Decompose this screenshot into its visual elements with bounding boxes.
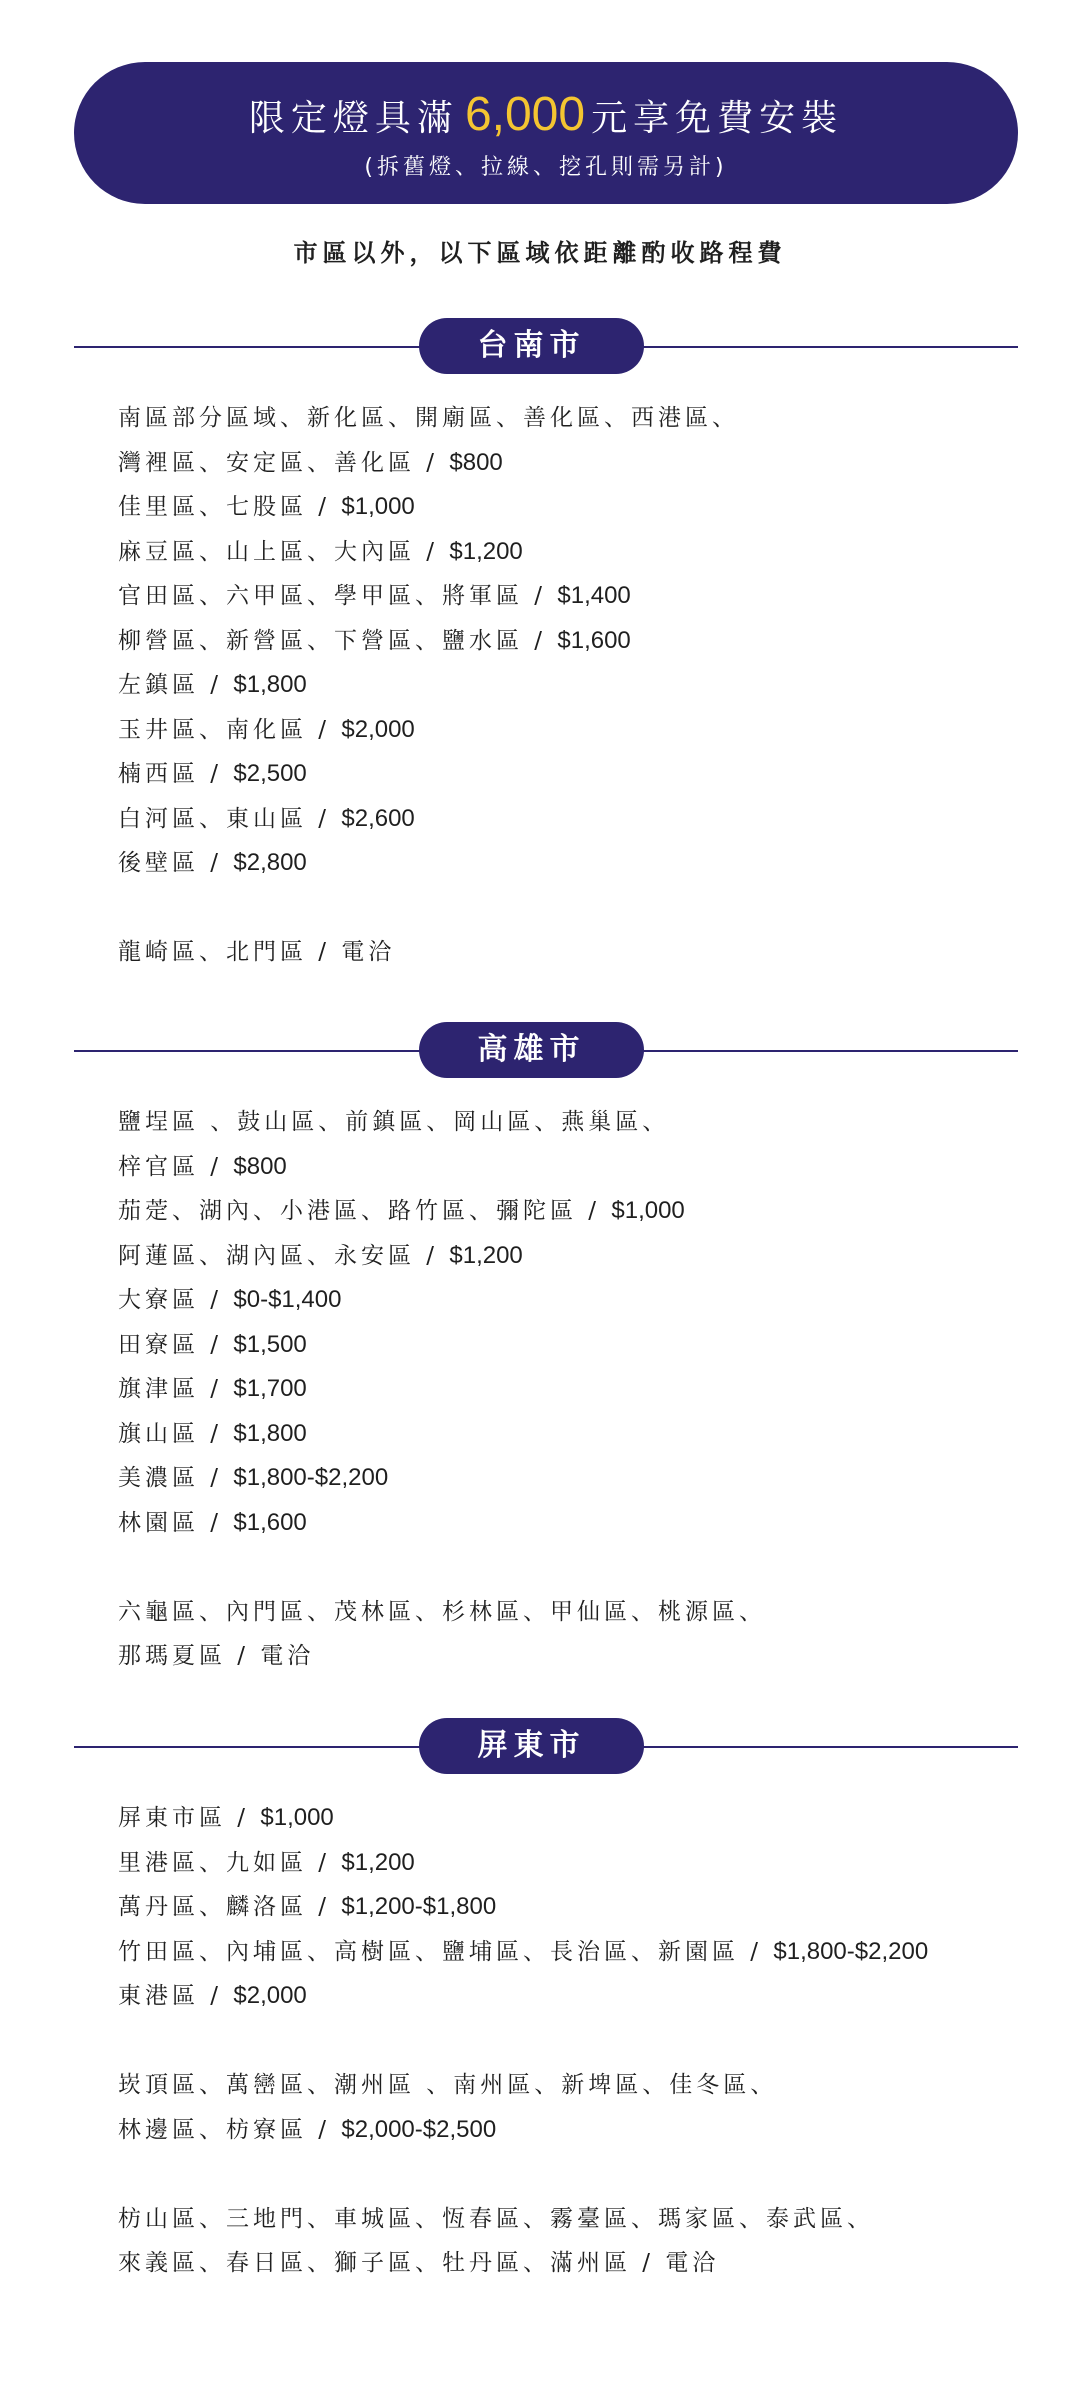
travel-fee: $1,200 <box>449 537 523 565</box>
district-names: 屏東市區 / <box>118 1805 261 1831</box>
fee-line <box>118 574 1058 619</box>
list-spacer <box>118 886 1058 931</box>
district-names: 鹽埕區 、鼓山區、前鎮區、岡山區、燕巢區、 <box>118 1109 670 1135</box>
list-spacer <box>118 2152 1058 2197</box>
travel-fee: $1,800-$2,200 <box>233 1464 389 1491</box>
district-names: 六龜區、內門區、茂林區、杉林區、甲仙區、桃源區、 <box>118 1598 766 1625</box>
district-names: 東港區 / <box>118 1983 234 2009</box>
district-names: 那瑪夏區 / 電洽 <box>118 1643 315 1669</box>
section-header-tainan <box>74 318 1018 374</box>
list-spacer <box>118 1545 1058 1590</box>
travel-fee: $2,000 <box>341 715 415 743</box>
district-names: 阿蓮區、湖內區、永安區 / <box>118 1242 450 1269</box>
fee-line <box>118 841 1058 886</box>
fee-line <box>118 797 1058 842</box>
fee-line <box>118 1885 1058 1930</box>
promo-title-suffix: 元享免費安裝 <box>591 98 844 139</box>
travel-fee: $1,500 <box>233 1330 307 1358</box>
fee-line <box>118 441 1058 486</box>
promo-title <box>74 80 1018 154</box>
fee-line <box>118 663 1058 708</box>
fee-line <box>118 1412 1058 1457</box>
district-names: 旗山區 / <box>118 1420 234 1447</box>
promo-title-prefix: 限定燈具滿 <box>248 98 459 139</box>
section-header-pingtung <box>74 1718 1018 1774</box>
travel-fee: $1,800-$2,200 <box>773 1937 929 1965</box>
travel-fee: $1,800 <box>233 671 307 698</box>
travel-fee: $1,200 <box>341 1848 415 1876</box>
fee-line <box>118 708 1058 753</box>
district-names: 大寮區 / <box>118 1287 234 1313</box>
district-names: 柳營區、新營區、下營區、鹽水區 / <box>118 627 558 654</box>
travel-fee: $2,000-$2,500 <box>341 2115 497 2143</box>
fee-line <box>118 1590 1058 1635</box>
district-names: 美濃區 / <box>118 1465 234 1491</box>
fee-line <box>118 752 1058 797</box>
fee-line <box>118 1189 1058 1234</box>
travel-fee: $1,000 <box>341 493 415 520</box>
district-names: 官田區、六甲區、學甲區、將軍區 / <box>118 583 558 609</box>
fee-line <box>118 2241 1058 2286</box>
travel-fee: $800 <box>449 448 503 476</box>
fee-line <box>118 1278 1058 1323</box>
promo-subtitle: (拆舊燈、拉線、挖孔則需另計) <box>364 155 728 180</box>
fee-line <box>118 1234 1058 1279</box>
fee-line <box>118 1974 1058 2019</box>
travel-fee: $1,600 <box>233 1508 307 1536</box>
promo-threshold-amount: 6,000 <box>464 88 586 141</box>
distance-fee-notice: 市區以外，以下區域依距離酌收路程費 <box>293 239 787 267</box>
fee-line <box>118 485 1058 530</box>
fee-line <box>118 1456 1058 1501</box>
fee-line <box>118 396 1058 441</box>
fee-line <box>118 1323 1058 1368</box>
district-names: 萬丹區、麟洛區 / <box>118 1894 342 1920</box>
district-names: 旗津區 / <box>118 1376 234 1402</box>
section-title: 台南市 <box>419 318 644 374</box>
district-names: 梓官區 / <box>118 1153 234 1180</box>
travel-fee: $1,800 <box>233 1419 307 1447</box>
fee-line <box>118 2197 1058 2242</box>
fee-line <box>118 1796 1058 1841</box>
district-names: 楠西區 / <box>118 761 234 787</box>
fee-line <box>118 1634 1058 1679</box>
fee-line <box>118 1367 1058 1412</box>
travel-fee: $2,600 <box>341 804 415 832</box>
section-header-kaohsiung <box>74 1022 1018 1078</box>
travel-fee: $1,200 <box>449 1241 523 1269</box>
fee-line <box>118 530 1058 575</box>
travel-fee: $800 <box>233 1152 287 1180</box>
section-list-tainan <box>118 396 1058 975</box>
travel-fee: $1,000 <box>611 1197 685 1224</box>
travel-fee: $1,200-$1,800 <box>341 1893 497 1920</box>
travel-fee: $2,000 <box>233 1982 307 2009</box>
district-names: 佳里區、七股區 / <box>118 494 342 520</box>
district-names: 田寮區 / <box>118 1331 234 1358</box>
section-list-kaohsiung <box>118 1100 1058 1679</box>
district-names: 玉井區、南化區 / <box>118 716 342 743</box>
fee-line <box>118 1841 1058 1886</box>
district-names: 後壁區 / <box>118 850 234 876</box>
fee-line <box>118 1100 1058 1145</box>
district-names: 茄萣、湖內、小港區、路竹區、彌陀區 / <box>118 1198 612 1224</box>
district-names: 白河區、東山區 / <box>118 805 342 832</box>
fee-line <box>118 2108 1058 2153</box>
fee-line <box>118 1145 1058 1190</box>
travel-fee: $0-$1,400 <box>233 1286 342 1313</box>
travel-fee: $1,600 <box>557 626 631 654</box>
district-names: 麻豆區、山上區、大內區 / <box>118 538 450 565</box>
district-names: 左鎮區 / <box>118 672 234 698</box>
fee-line <box>118 1501 1058 1546</box>
district-names: 枋山區、三地門、車城區、恆春區、霧臺區、瑪家區、泰武區、 <box>118 2205 874 2232</box>
travel-fee: $1,000 <box>260 1804 334 1831</box>
district-names: 林邊區、枋寮區 / <box>118 2116 342 2143</box>
section-list-pingtung <box>118 1796 1058 2286</box>
fee-line <box>118 1930 1058 1975</box>
district-names: 林園區 / <box>118 1509 234 1536</box>
fee-line <box>118 930 1058 975</box>
travel-fee: $1,400 <box>557 582 631 609</box>
district-names: 崁頂區、萬巒區、潮州區 、南州區、新埤區、佳冬區、 <box>118 2072 778 2098</box>
list-spacer <box>118 2019 1058 2064</box>
district-names: 里港區、九如區 / <box>118 1849 342 1876</box>
fee-line <box>118 2063 1058 2108</box>
district-names: 來義區、春日區、獅子區、牡丹區、滿州區 / 電洽 <box>118 2250 720 2276</box>
district-names: 南區部分區域、新化區、開廟區、善化區、西港區、 <box>118 405 739 431</box>
district-names: 灣裡區、安定區、善化區 / <box>118 449 450 476</box>
travel-fee: $1,700 <box>233 1375 307 1402</box>
section-title: 屏東市 <box>419 1718 644 1774</box>
district-names: 竹田區、內埔區、高樹區、鹽埔區、長治區、新園區 / <box>118 1938 774 1965</box>
travel-fee: $2,800 <box>233 849 307 876</box>
travel-fee: $2,500 <box>233 760 307 787</box>
section-title: 高雄市 <box>419 1022 644 1078</box>
promo-banner <box>74 62 1018 204</box>
fee-line <box>118 619 1058 664</box>
district-names: 龍崎區、北門區 / 電洽 <box>118 939 396 965</box>
